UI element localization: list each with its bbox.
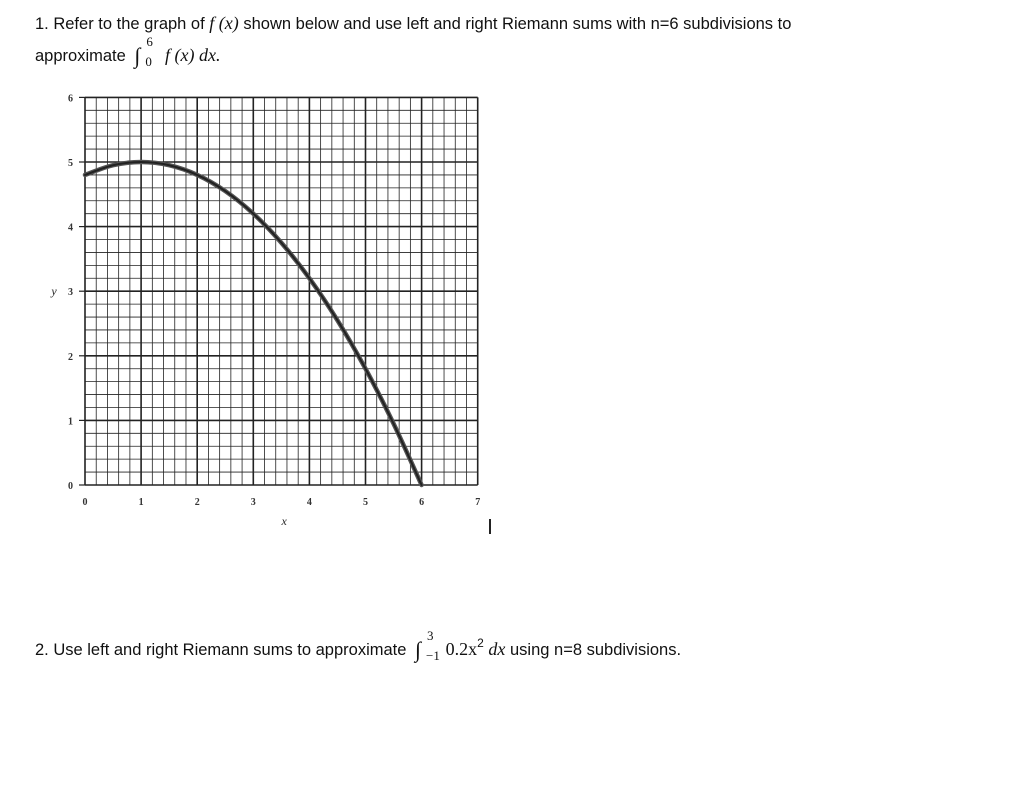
x-tick-label: 5 bbox=[363, 497, 368, 508]
integral-2-lower-limit: −1 bbox=[426, 648, 440, 663]
question-2-suffix: using n=8 subdivisions. bbox=[510, 641, 682, 659]
question-1-line-2 bbox=[35, 34, 221, 69]
y-tick-label: 6 bbox=[68, 93, 73, 105]
x-tick-label: 7 bbox=[475, 497, 481, 508]
y-tick-label: 5 bbox=[68, 158, 73, 169]
text-cursor bbox=[489, 519, 491, 534]
integral-1-integrand: f (x) dx. bbox=[165, 45, 221, 65]
integral-sign-icon: ∫ bbox=[415, 637, 422, 662]
graph-axes bbox=[50, 93, 480, 528]
x-tick-label: 6 bbox=[419, 497, 425, 508]
x-tick-label: 0 bbox=[82, 497, 88, 508]
question-2-prefix: 2. Use left and right Riemann sums to approximate bbox=[35, 641, 407, 659]
integral-1-lower-limit: 0 bbox=[145, 54, 152, 69]
question-1-suffix: shown below and use left and right Riemann sums with n=6 subdivisions to bbox=[243, 15, 792, 33]
x-tick-label: 4 bbox=[306, 497, 312, 508]
integral-2-upper-limit: 3 bbox=[427, 628, 434, 643]
y-tick-label: 0 bbox=[68, 481, 73, 492]
y-tick-label: 3 bbox=[68, 287, 73, 299]
integral-1 bbox=[134, 34, 156, 69]
integral-2-exponent: 2 bbox=[477, 636, 484, 650]
y-tick-label: 2 bbox=[68, 351, 73, 363]
approximate-label: approximate bbox=[35, 47, 126, 65]
y-tick-label: 4 bbox=[68, 222, 73, 234]
integral-1-upper-limit: 6 bbox=[146, 34, 153, 49]
question-2-line bbox=[35, 628, 682, 663]
graph-grid bbox=[85, 97, 478, 485]
integral-2-dx: dx bbox=[488, 639, 506, 659]
integral-sign-icon: ∫ bbox=[134, 43, 141, 68]
x-tick-label: 3 bbox=[250, 497, 256, 508]
integral-2-integrand-base: 0.2x bbox=[445, 639, 478, 659]
integral-2 bbox=[415, 628, 440, 663]
question-1-prefix: 1. Refer to the graph of bbox=[35, 15, 205, 33]
x-axis-label: x bbox=[281, 514, 287, 528]
y-axis-label: y bbox=[51, 284, 57, 299]
x-tick-label: 2 bbox=[194, 497, 200, 508]
function-notation: f (x) bbox=[209, 13, 239, 33]
x-tick-label: 1 bbox=[138, 497, 144, 508]
y-tick-label: 1 bbox=[68, 416, 73, 428]
function-graph bbox=[40, 90, 490, 540]
